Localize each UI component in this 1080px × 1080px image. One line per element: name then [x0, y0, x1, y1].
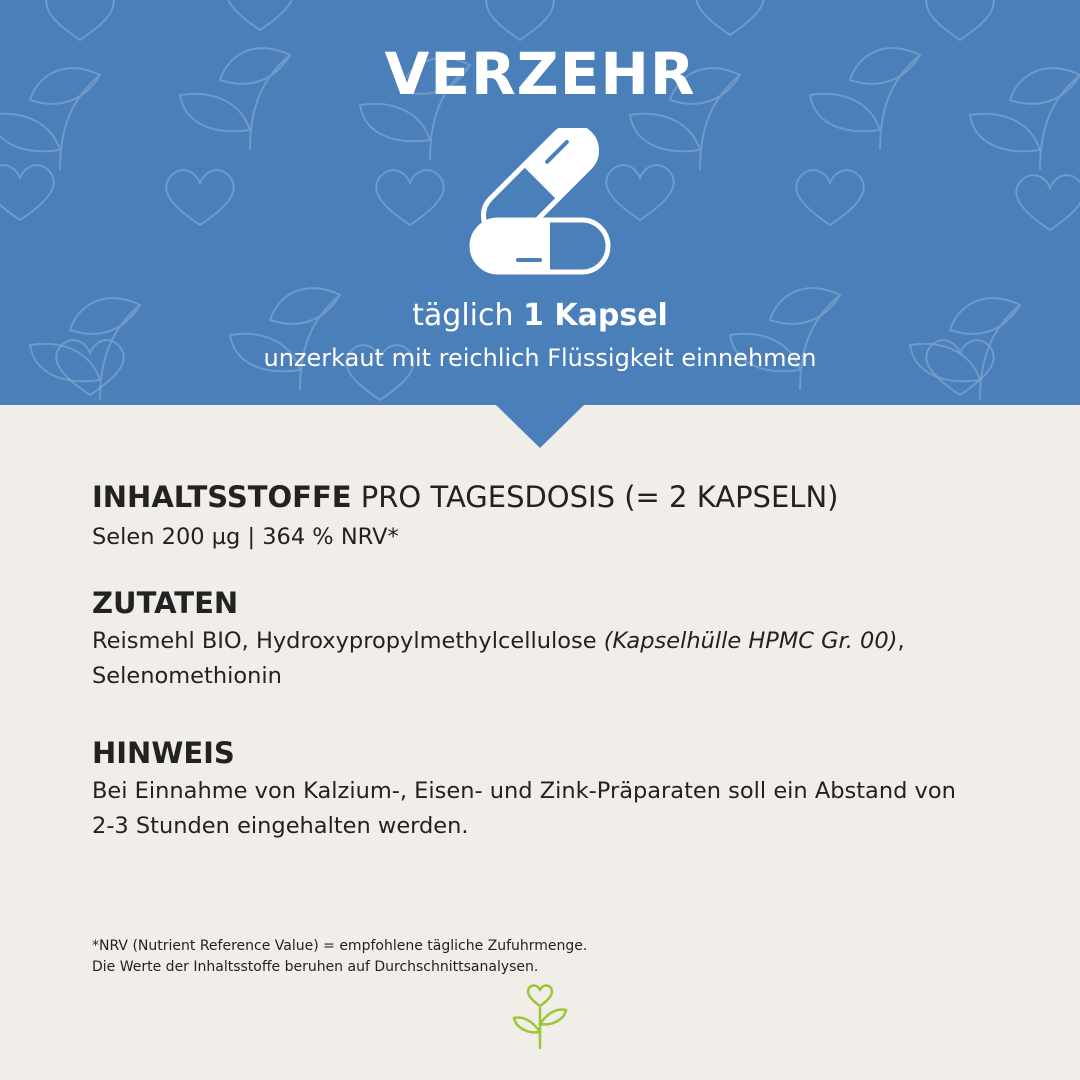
banner-pointer: [495, 404, 585, 448]
text-line: 2-3 Stunden eingehalten werden.: [92, 813, 469, 839]
section-ingredients-per-dose: [92, 478, 1012, 555]
section-hinweis: [92, 734, 1012, 844]
section-text: Selen 200 µg | 364 % NRV*: [92, 524, 399, 550]
section-text: [92, 624, 1012, 694]
page-title: VERZEHR: [384, 40, 696, 108]
header-banner: [0, 0, 1080, 405]
text-line: Bei Einnahme von Kalzium-, Eisen- und Zink-Präparaten soll ein Abstand von: [92, 778, 956, 804]
text-italic: (Kapselhülle HPMC Gr. 00): [603, 628, 898, 654]
heart-plant-icon: [508, 982, 572, 1052]
dose-line: [0, 298, 1080, 333]
section-heading: [92, 478, 1012, 516]
section-heading: HINWEIS: [92, 736, 235, 770]
footnote: [92, 936, 892, 978]
dose-instructions: unzerkaut mit reichlich Flüssigkeit einnehmen: [263, 344, 817, 372]
dose-amount: 1 Kapsel: [523, 298, 668, 333]
text-part: Selenomethionin: [92, 663, 282, 689]
text-part: ,: [897, 628, 905, 654]
section-heading: ZUTATEN: [92, 586, 239, 620]
section-zutaten: [92, 584, 1012, 694]
dose-prefix: täglich: [412, 298, 524, 333]
footnote-line: Die Werte der Inhaltsstoffe beruhen auf Durchschnittsanalysen.: [92, 959, 539, 975]
heading-bold: INHALTSSTOFFE: [92, 480, 352, 514]
section-text: [92, 774, 1012, 844]
footnote-line: *NRV (Nutrient Reference Value) = empfohlene tägliche Zufuhrmenge.: [92, 938, 588, 954]
capsule-icon: [465, 128, 615, 278]
heading-rest: PRO TAGESDOSIS (= 2 KAPSELN): [351, 480, 839, 514]
text-part: Reismehl BIO, Hydroxypropylmethylcellulose: [92, 628, 604, 654]
